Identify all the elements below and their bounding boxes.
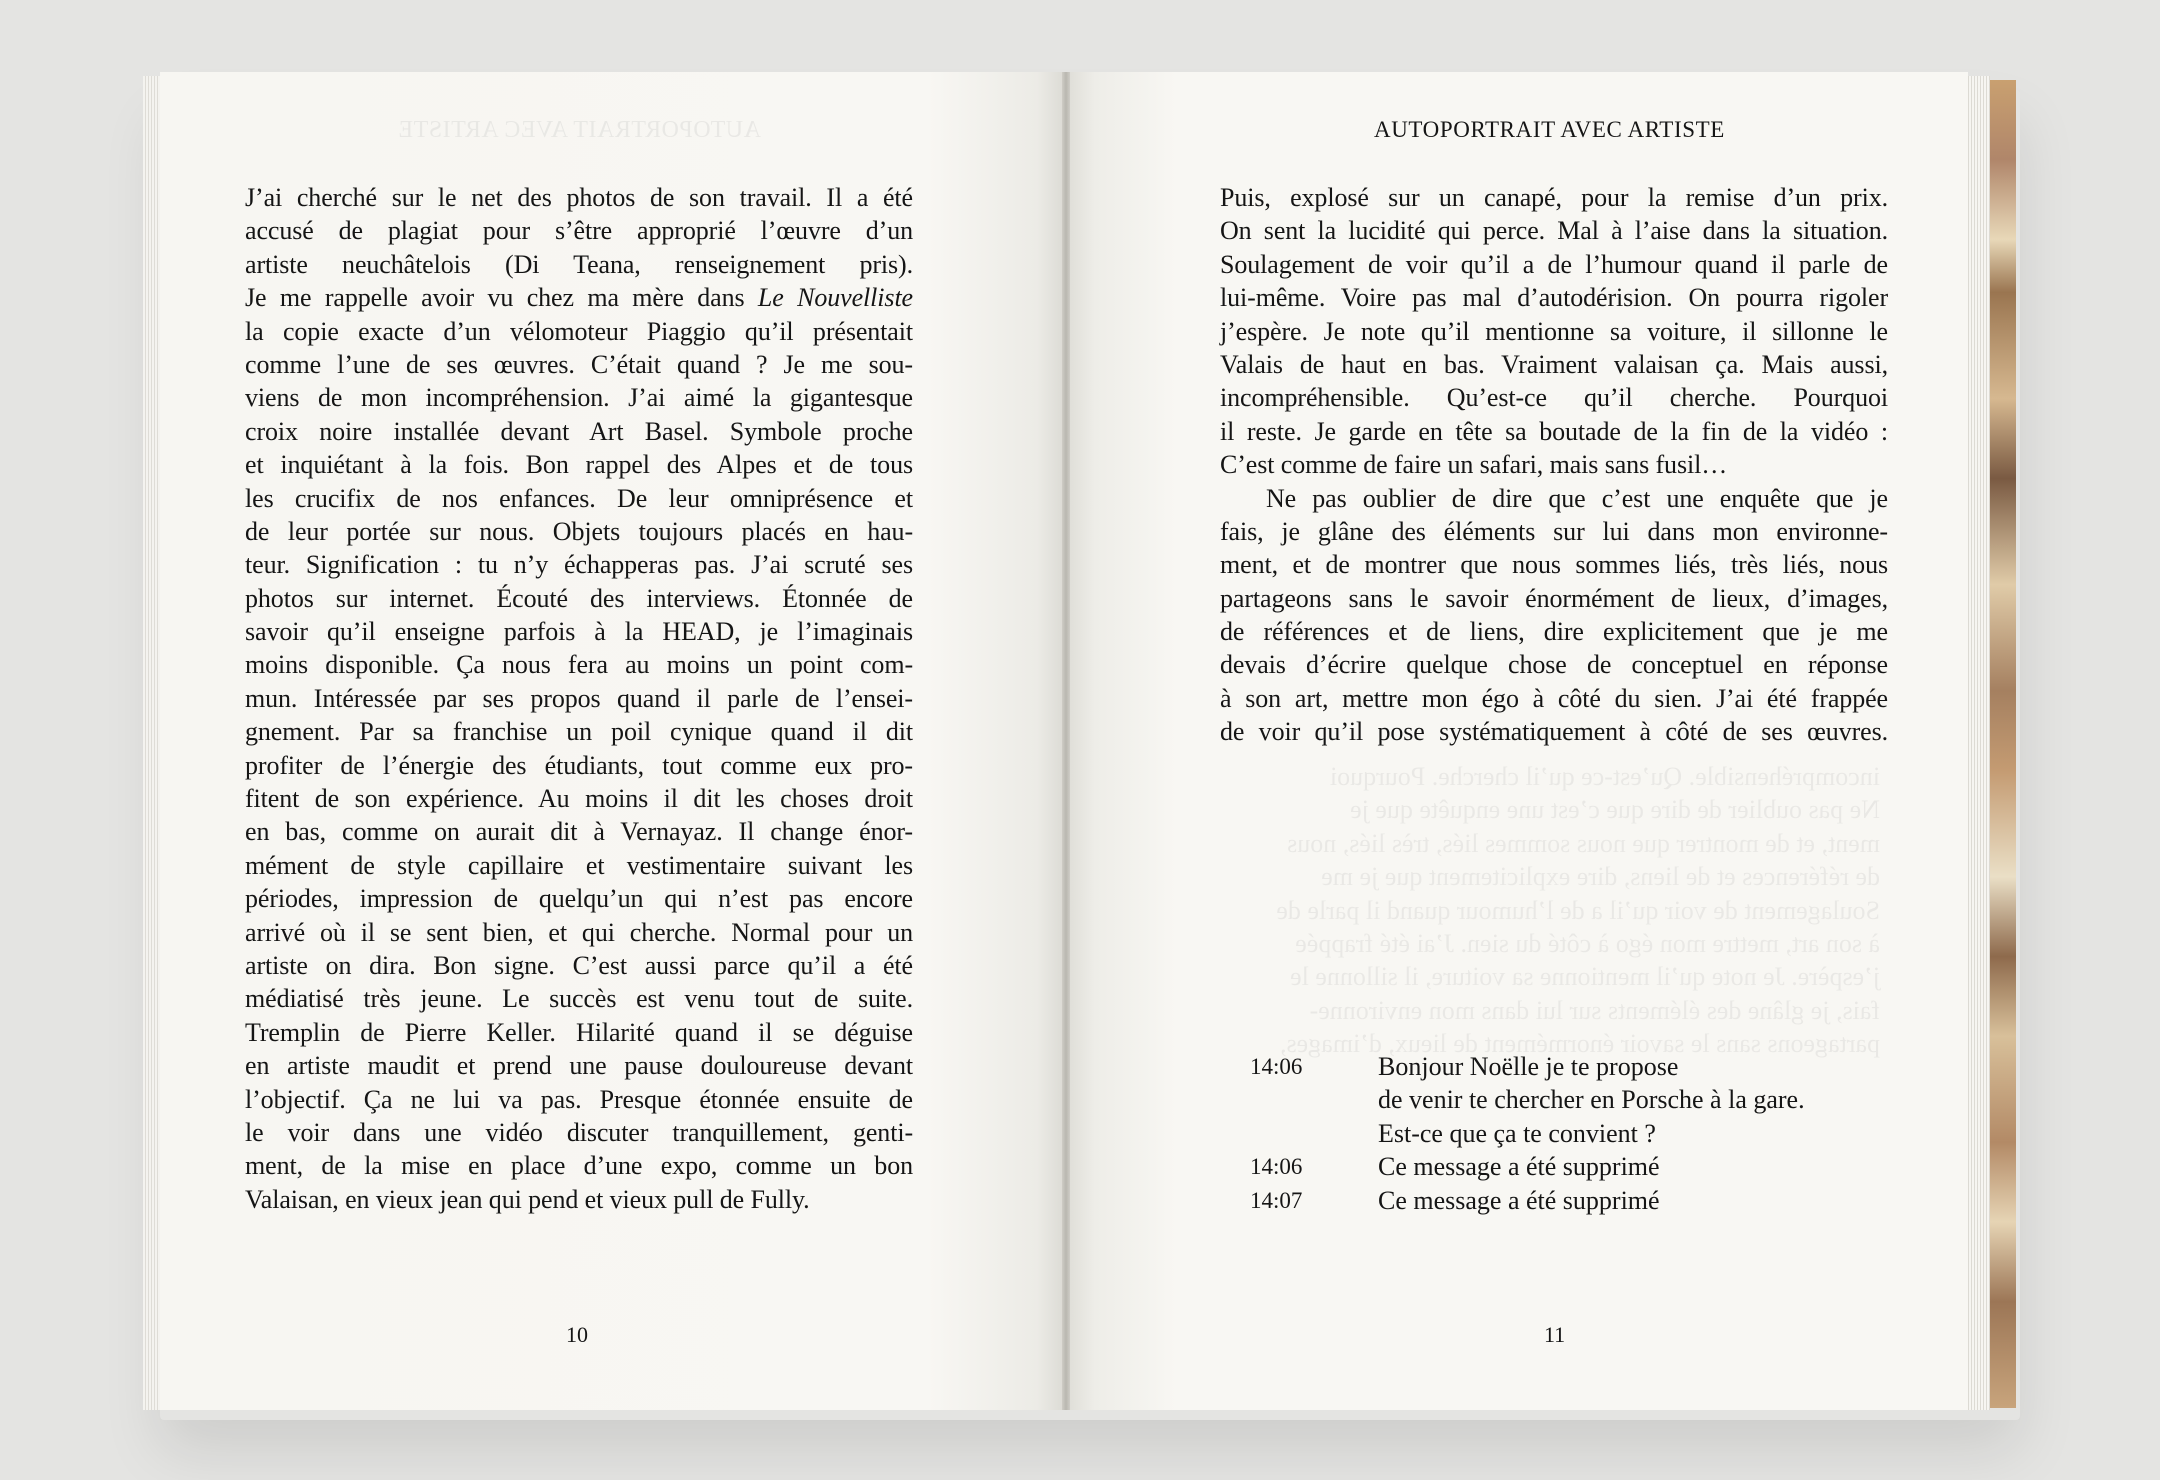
text-line: comme l’une de ses œuvres. C’était quand ? Je me sou-: [245, 349, 913, 379]
message-line: Ce message a été supprimé: [1378, 1185, 1660, 1215]
text-line: C’est comme de faire un safari, mais sans fusil…: [1220, 450, 1728, 480]
text-line: de références et de liens, dire explicitement que je me: [1220, 617, 1888, 647]
text-line: Tremplin de Pierre Keller. Hilarité quand il se déguise: [245, 1017, 913, 1047]
ghost-line: partageons sans le savoir énormément de lieux, d’images,: [1280, 1029, 1880, 1059]
left-page-body: [245, 181, 913, 1216]
message-line: Est-ce que ça te convient ?: [1378, 1118, 1656, 1148]
running-head: AUTOPORTRAIT AVEC ARTISTE: [1374, 117, 1725, 142]
text-line: et inquiétant à la fois. Bon rappel des Alpes et de tous: [245, 450, 913, 480]
text-line: Valaisan, en vieux jean qui pend et vieux pull de Fully.: [245, 1184, 810, 1214]
text-line: Valais de haut en bas. Vraiment valaisan ça. Mais aussi,: [1220, 349, 1888, 379]
text-line: de voir qu’il pose systématiquement à côté de ses œuvres.: [1220, 717, 1888, 747]
text-line: Soulagement de voir qu’il a de l’humour quand il parle de: [1220, 249, 1888, 279]
text-line: en bas, comme on aurait dit à Vernayaz. Il change énor-: [245, 817, 913, 847]
text-line: de leur portée sur nous. Objets toujours placés en hau-: [245, 516, 913, 546]
text-line: gnement. Par sa franchise un poil cynique quand il dit: [245, 717, 913, 747]
text-line: moins disponible. Ça nous fera au moins un point com-: [245, 650, 913, 680]
text-line: artiste neuchâtelois (Di Teana, renseignement pris).: [245, 249, 913, 279]
text-line: l’objectif. Ça ne lui va pas. Presque étonnée ensuite de: [245, 1084, 913, 1114]
text-line: teur. Signification : tu n’y échapperas pas. J’ai scruté ses: [245, 550, 913, 580]
text-line-indented: Ne pas oublier de dire que c’est une enquête que je: [1266, 483, 1888, 513]
ghost-line: à son art, mettre mon égo à côté du sien. J’ai été frappée: [1295, 929, 1880, 959]
text-line: Puis, explosé sur un canapé, pour la remise d’un prix.: [1220, 183, 1888, 212]
message-log: [1250, 1050, 1805, 1217]
text-line: médiatisé très jeune. Le succès est venu tout de suite.: [245, 984, 913, 1014]
text-line: les crucifix de nos enfances. De leur omniprésence et: [245, 483, 913, 513]
text-line: fitent de son expérience. Au moins il dit les choses droit: [245, 784, 913, 814]
cover-edge: [1990, 80, 2016, 1408]
text-line: mun. Intéressée par ses propos quand il parle de l’ensei-: [245, 683, 913, 713]
text-line: arrivé où il se sent bien, et qui cherche. Normal pour un: [245, 917, 913, 947]
text-line: j’espère. Je note qu’il mentionne sa voiture, il sillonne le: [1220, 316, 1888, 346]
text-line: en artiste maudit et prend une pause douloureuse devant: [245, 1051, 913, 1081]
text-line: accusé de plagiat pour s’être approprié l’œuvre d’un: [245, 216, 913, 246]
ghost-line: de références et de liens, dire explicitement que je me: [1321, 862, 1880, 892]
right-page-number: 11: [1544, 1322, 1566, 1347]
text-line: devais d’écrire quelque chose de conceptuel en réponse: [1220, 650, 1888, 680]
ghost-line: incompréhensible. Qu’est-ce qu’il cherche. Pourquoi: [1329, 762, 1880, 791]
text-line: fais, je glâne des éléments sur lui dans mon environne-: [1220, 516, 1888, 546]
message-time: 14:07: [1250, 1187, 1303, 1213]
message-time: 14:06: [1250, 1154, 1303, 1180]
ghost-line: fais, je glâne des éléments sur lui dans mon environne-: [1309, 995, 1880, 1025]
message-entry: [1250, 1050, 1805, 1150]
text-line: la copie exacte d’un vélomoteur Piaggio qu’il présentait: [245, 316, 913, 346]
text-line: le voir dans une vidéo discuter tranquillement, genti-: [245, 1117, 913, 1147]
text-line: profiter de l’énergie des étudiants, tout comme eux pro-: [245, 750, 913, 780]
message-entry: [1250, 1150, 1805, 1183]
ghost-line: Soulagement de voir qu’il a de l’humour quand il parle de: [1276, 895, 1880, 925]
message-text: [1378, 1050, 1805, 1150]
right-page-edges: [1966, 76, 1990, 1410]
text-line: savoir qu’il enseigne parfois à la HEAD, je l’imaginais: [245, 617, 913, 647]
text-line: J’ai cherché sur le net des photos de son travail. Il a été: [245, 183, 913, 212]
ghost-line: ment, et de montrer que nous sommes liés, très liés, nous: [1287, 828, 1880, 858]
text-line: photos sur internet. Écouté des interviews. Étonnée de: [245, 583, 913, 613]
text-fragment: Je me rappelle avoir vu chez ma mère dans: [245, 283, 758, 313]
message-time: 14:06: [1250, 1054, 1303, 1079]
message-line: Ce message a été supprimé: [1378, 1152, 1660, 1182]
message-line: de venir te chercher en Porsche à la gare.: [1378, 1085, 1805, 1115]
text-line: à son art, mettre mon égo à côté du sien. J’ai été frappée: [1220, 683, 1888, 713]
text-line: ment, et de montrer que nous sommes liés, très liés, nous: [1220, 550, 1888, 580]
message-text: [1378, 1150, 1660, 1183]
book-gutter: [1062, 72, 1070, 1410]
message-entry: [1250, 1184, 1805, 1217]
text-line: artiste on dira. Bon signe. C’est aussi parce qu’il a été: [245, 950, 913, 980]
text-line: incompréhensible. Qu’est-ce qu’il cherche. Pourquoi: [1220, 383, 1888, 413]
right-show-through-text: [1220, 760, 1880, 1061]
message-line: Bonjour Noëlle je te propose: [1378, 1052, 1679, 1081]
newspaper-title: Le Nouvelliste: [757, 283, 914, 313]
text-line: croix noire installée devant Art Basel. Symbole proche: [245, 416, 913, 446]
text-line: ment, de la mise en place d’une expo, comme un bon: [245, 1151, 913, 1181]
left-page-number: 10: [566, 1322, 588, 1347]
message-text: [1378, 1184, 1660, 1217]
text-line: partageons sans le savoir énormément de lieux, d’images,: [1220, 583, 1888, 613]
right-page-body: [1220, 181, 1888, 749]
ghost-line: j’espère. Je note qu’il mentionne sa voiture, il sillonne le: [1290, 962, 1880, 992]
text-line: lui-même. Voire pas mal d’autodérision. On pourra rigoler: [1220, 283, 1888, 313]
text-line: il reste. Je garde en tête sa boutade de la fin de la vidéo :: [1220, 416, 1888, 446]
text-line: mément de style capillaire et vestimentaire suivant les: [245, 850, 913, 880]
text-line: viens de mon incompréhension. J’ai aimé la gigantesque: [245, 383, 913, 413]
left-show-through-head: AUTOPORTRAIT AVEC ARTISTE: [398, 117, 761, 143]
ghost-line: Ne pas oublier de dire que c’est une enquête que je: [1350, 795, 1880, 825]
text-line: périodes, impression de quelqu’un qui n’est pas encore: [245, 884, 913, 914]
text-line-with-title: [245, 281, 913, 314]
text-line: On sent la lucidité qui perce. Mal à l’aise dans la situation.: [1220, 216, 1888, 246]
